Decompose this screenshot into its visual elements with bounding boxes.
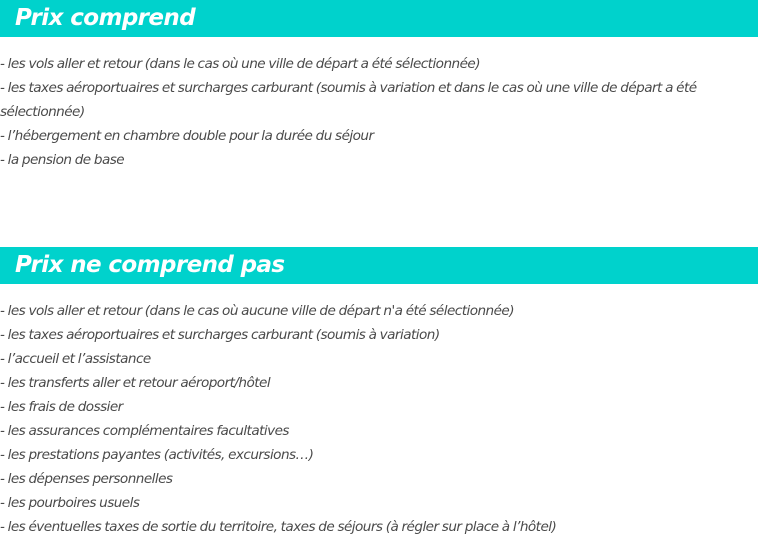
list-item: - les vols aller et retour (dans le cas où aucune ville de départ n'a été sélectionnée) xyxy=(0,303,514,319)
price-excludes-heading: Prix ne comprend pas xyxy=(0,247,758,284)
list-item: - les pourboires usuels xyxy=(0,495,140,511)
price-includes-list xyxy=(0,52,740,172)
list-item: - les prestations payantes (activités, excursions…) xyxy=(0,447,314,463)
list-item: - l’accueil et l’assistance xyxy=(0,351,151,367)
list-item: - les assurances complémentaires facultatives xyxy=(0,423,289,439)
list-item: - les éventuelles taxes de sortie du territoire, taxes de séjours (à régler sur place à l’hôtel) xyxy=(0,519,557,535)
list-item: - les dépenses personnelles xyxy=(0,471,173,487)
list-item: - la pension de base xyxy=(0,152,125,168)
list-item: - les frais de dossier xyxy=(0,399,123,415)
price-includes-heading: Prix comprend xyxy=(0,0,758,37)
list-item: - les taxes aéroportuaires et surcharges carburant (soumis à variation et dans le cas où une ville de départ a été sélectionnée) xyxy=(0,80,697,120)
list-item: - les transferts aller et retour aéroport/hôtel xyxy=(0,375,271,391)
price-excludes-list xyxy=(0,299,740,539)
list-item: - l’hébergement en chambre double pour la durée du séjour xyxy=(0,128,374,144)
list-item: - les vols aller et retour (dans le cas où une ville de départ a été sélectionnée) xyxy=(0,56,480,72)
list-item: - les taxes aéroportuaires et surcharges carburant (soumis à variation) xyxy=(0,327,440,343)
